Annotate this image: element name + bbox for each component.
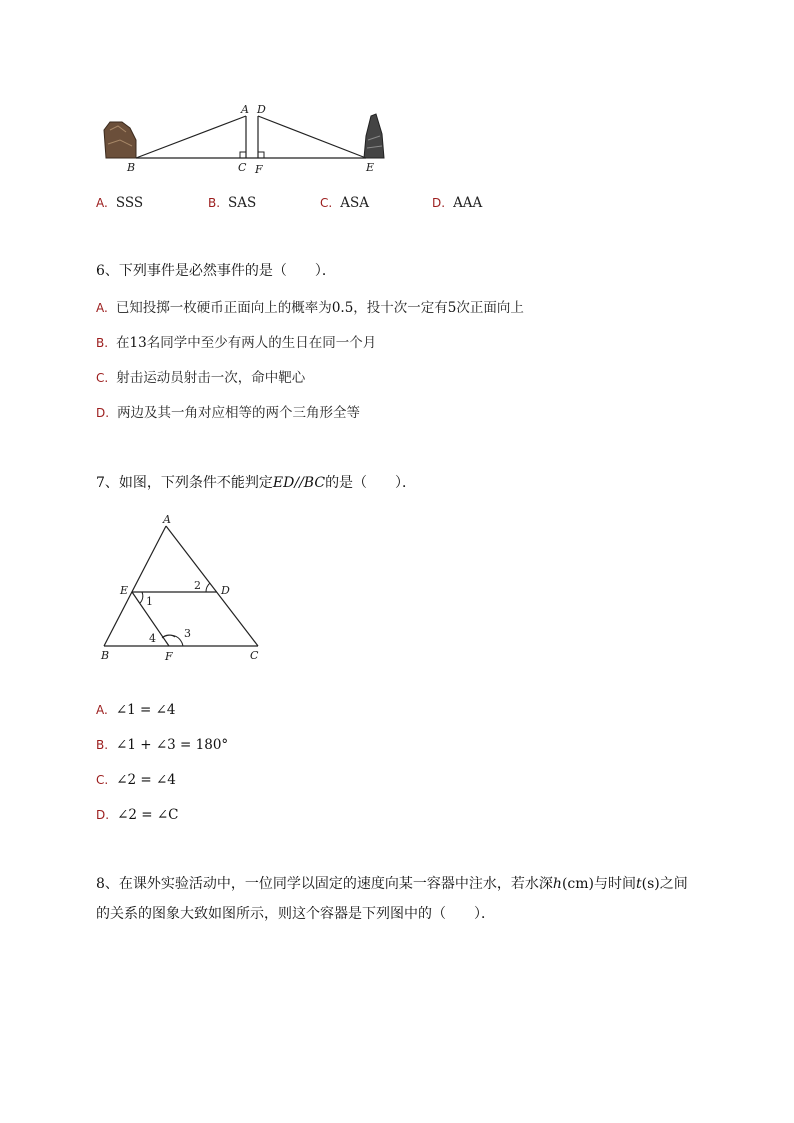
q5-figure bbox=[96, 100, 396, 176]
q7-option-d[interactable]: D. ∠2 = ∠C bbox=[96, 807, 179, 823]
q7-option-c[interactable]: C. ∠2 = ∠4 bbox=[96, 772, 176, 788]
q7-title: 7、如图，下列条件不能判定ED//BC的是（ ）． bbox=[96, 475, 417, 491]
label-F: F bbox=[165, 650, 173, 663]
angle-4-label: 4 bbox=[149, 632, 156, 645]
right-tree-icon bbox=[364, 114, 384, 158]
label-C: C bbox=[238, 161, 247, 174]
angle-1-label: 1 bbox=[146, 595, 153, 608]
label-F: F bbox=[255, 163, 263, 176]
label-A: A bbox=[163, 513, 171, 526]
q7-triangle-figure bbox=[96, 512, 276, 667]
q5-option-d[interactable]: D. AAA bbox=[432, 195, 483, 211]
label-E: E bbox=[366, 161, 375, 174]
angle-3-label: 3 bbox=[184, 627, 191, 640]
q6-option-d[interactable]: D. 两边及其一角对应相等的两个三角形全等 bbox=[96, 405, 361, 421]
q6-option-a[interactable]: A. 已知投掷一枚硬币正面向上的概率为0.5，投十次一定有5次正面向上 bbox=[96, 300, 524, 316]
q7-option-a[interactable]: A. ∠1 = ∠4 bbox=[96, 702, 176, 718]
label-B: B bbox=[101, 649, 110, 662]
q6-title: 6、下列事件是必然事件的是（ ）． bbox=[96, 263, 336, 279]
q8-line-2: 的关系的图象大致如图所示，则这个容器是下列图中的（ ）． bbox=[96, 906, 495, 922]
q5-options bbox=[96, 195, 556, 215]
label-E: E bbox=[120, 584, 129, 597]
q8-line-1: 8、在课外实验活动中，一位同学以固定的速度向某一容器中注水，若水深h(cm)与时间t(s)之间 bbox=[96, 876, 688, 892]
label-A: A bbox=[241, 103, 249, 116]
q5-option-a[interactable]: A. SSS bbox=[96, 195, 144, 211]
q5-option-c[interactable]: C. ASA bbox=[320, 195, 369, 211]
q7-option-b[interactable]: B. ∠1 + ∠3 = 180° bbox=[96, 737, 229, 753]
q6-option-b[interactable]: B. 在13名同学中至少有两人的生日在同一个月 bbox=[96, 335, 377, 351]
angle-2-label: 2 bbox=[194, 579, 201, 592]
q5-option-b[interactable]: B. SAS bbox=[208, 195, 257, 211]
label-D: D bbox=[221, 584, 230, 597]
label-D: D bbox=[257, 103, 266, 116]
label-C: C bbox=[250, 649, 259, 662]
q6-option-c[interactable]: C. 射击运动员射击一次，命中靶心 bbox=[96, 370, 306, 386]
label-B: B bbox=[127, 161, 136, 174]
